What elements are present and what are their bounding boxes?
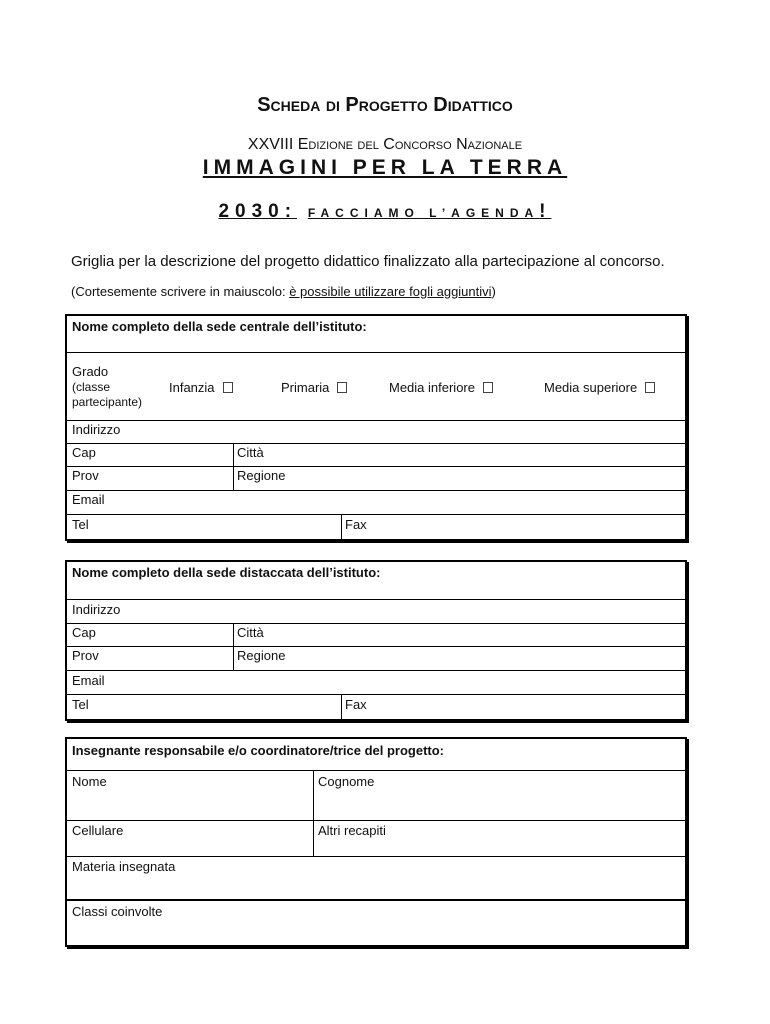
slogan-year: 2030: — [218, 201, 298, 222]
citta-field[interactable]: Città — [237, 445, 264, 460]
grado-label: Grado — [72, 364, 109, 379]
option-infanzia[interactable] — [169, 380, 233, 395]
cap-field[interactable]: Cap — [72, 445, 96, 460]
email-field[interactable]: Email — [72, 492, 105, 507]
checkbox-media-superiore[interactable] — [645, 382, 655, 393]
materia-field[interactable]: Materia insegnata — [72, 859, 176, 874]
divider — [67, 646, 685, 647]
fax-field[interactable]: Fax — [345, 697, 367, 712]
cap-field[interactable]: Cap — [72, 625, 96, 640]
divider — [67, 820, 685, 821]
divider — [67, 856, 685, 857]
option-primaria-label: Primaria — [281, 380, 330, 395]
indirizzo-field[interactable]: Indirizzo — [72, 422, 121, 437]
intro-note — [71, 284, 496, 299]
checkbox-media-inferiore[interactable] — [483, 382, 493, 393]
intro-note-suffix: ) — [491, 284, 496, 299]
tel-field[interactable]: Tel — [72, 697, 89, 712]
divider — [67, 599, 685, 600]
indirizzo-field[interactable]: Indirizzo — [72, 602, 121, 617]
main-school-heading: Nome completo della sede centrale dell’istituto: — [72, 319, 367, 334]
option-media-inferiore-label: Media inferiore — [389, 380, 475, 395]
edition-line: XXVIII Edizione del Concorso Nazionale — [247, 136, 523, 153]
email-field[interactable]: Email — [72, 673, 105, 688]
cellulare-field[interactable]: Cellulare — [72, 823, 124, 838]
divider — [67, 623, 685, 624]
divider — [67, 514, 685, 515]
divider — [67, 466, 685, 467]
regione-field[interactable]: Regione — [237, 468, 286, 483]
slogan-end: ! — [539, 201, 552, 222]
grado-note: (classe partecipante) — [72, 380, 143, 409]
prov-field[interactable]: Prov — [72, 468, 99, 483]
tel-field[interactable]: Tel — [72, 517, 89, 532]
divider — [67, 443, 685, 444]
divider — [67, 770, 685, 771]
branch-school-section — [65, 560, 687, 721]
cognome-field[interactable]: Cognome — [318, 774, 375, 789]
fax-field[interactable]: Fax — [345, 517, 367, 532]
form-title: Scheda di Progetto Didattico — [257, 94, 513, 116]
option-infanzia-label: Infanzia — [169, 380, 215, 395]
teacher-heading: Insegnante responsabile e/o coordinatore/trice del progetto: — [72, 743, 445, 758]
intro-note-prefix: (Cortesemente scrivere in maiuscolo: — [71, 284, 290, 299]
divider — [341, 514, 342, 539]
nome-field[interactable]: Nome — [72, 774, 107, 789]
altri-recapiti-field[interactable]: Altri recapiti — [318, 823, 386, 838]
main-school-section — [65, 314, 687, 541]
intro-note-underlined: è possibile utilizzare fogli aggiuntivi — [289, 284, 492, 299]
prov-field[interactable]: Prov — [72, 648, 99, 663]
regione-field[interactable]: Regione — [237, 648, 286, 663]
teacher-section — [65, 737, 687, 947]
branch-school-heading: Nome completo della sede distaccata dell’istituto: — [72, 565, 381, 580]
contest-name-text: IMMAGINI PER LA TERRA — [202, 156, 568, 179]
divider — [67, 352, 685, 353]
option-media-inferiore[interactable] — [389, 380, 493, 395]
option-media-superiore[interactable] — [544, 380, 655, 395]
checkbox-infanzia[interactable] — [223, 382, 233, 393]
divider — [313, 770, 314, 856]
citta-field[interactable]: Città — [237, 625, 264, 640]
option-media-superiore-label: Media superiore — [544, 380, 638, 395]
classi-field[interactable]: Classi coinvolte — [72, 904, 163, 919]
divider — [67, 899, 685, 901]
intro-description: Griglia per la descrizione del progetto didattico finalizzato alla partecipazione al concorso. — [71, 253, 665, 270]
divider — [67, 694, 685, 695]
slogan-text: FACCIAMO L’AGENDA — [307, 206, 540, 220]
divider — [67, 490, 685, 491]
divider — [67, 420, 685, 421]
slogan — [0, 201, 770, 223]
divider — [341, 694, 342, 719]
contest-name — [0, 156, 770, 180]
option-primaria[interactable] — [281, 380, 347, 395]
divider — [67, 670, 685, 671]
checkbox-primaria[interactable] — [337, 382, 347, 393]
